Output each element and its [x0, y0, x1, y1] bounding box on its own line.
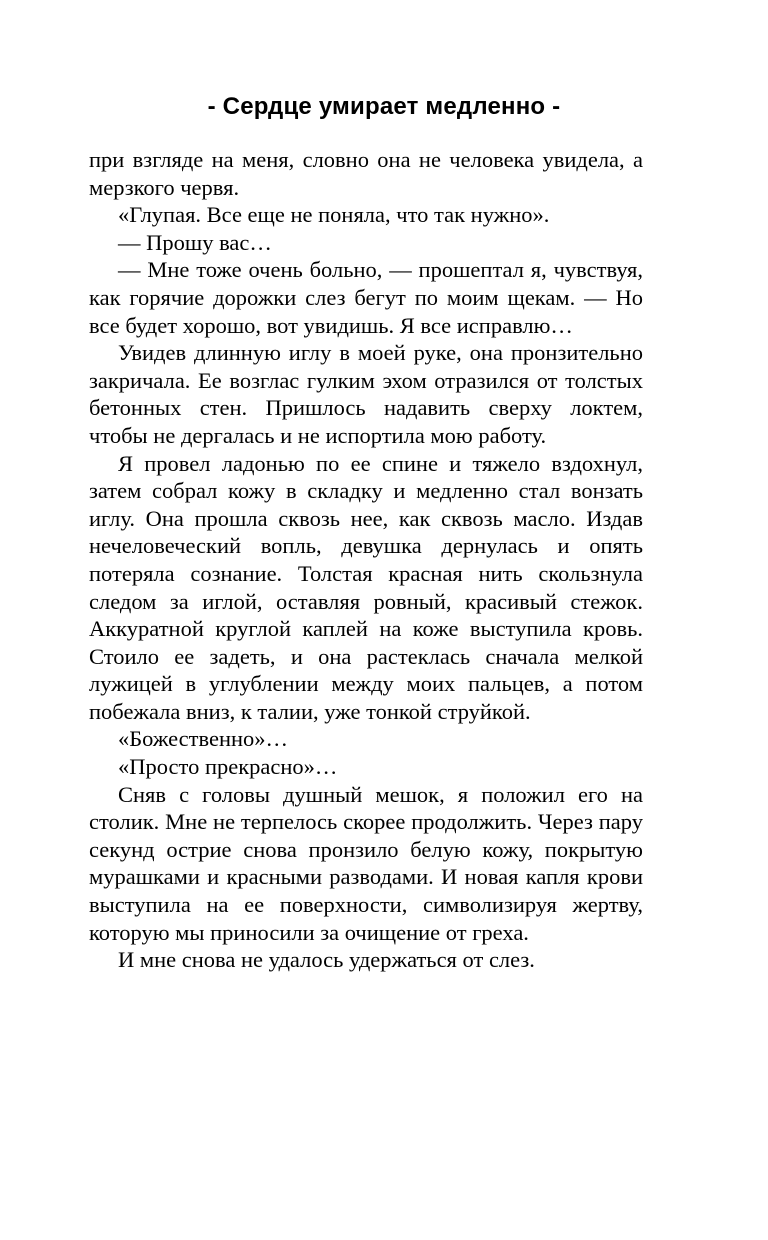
body-text: [89, 146, 643, 974]
paragraph: Сняв с головы душный мешок, я положил его на столик. Мне не терпелось скорее продолжить. Через пару секунд острие снова пронзило белую кожу, покрытую мурашками и красными разводами. И новая капля крови выступила на ее поверхности, символизируя жертву, которую мы приносили за очищение от греха.: [89, 781, 643, 945]
paragraph: — Мне тоже очень больно, — прошептал я, чувствуя, как горячие дорожки слез бегут по моим щекам. — Но все будет хорошо, вот увидишь. Я все исправлю…: [89, 257, 643, 338]
running-header: - Сердце умирает медленно -: [207, 93, 561, 120]
paragraph: «Божественно»…: [118, 726, 289, 752]
paragraph: Я провел ладонью по ее спине и тяжело вздохнул, затем собрал кожу в складку и медленно стал вонзать иглу. Она прошла сквозь нее, как сквозь масло. Издав нечеловеческий вопль, девушка дернулась и опять потеряла сознание. Толстая красная нить скользнула следом за иглой, оставляя ровный, красивый стежок. Аккуратной круглой каплей на коже выступила кровь. Стоило ее задеть, и она растеклась сначала мелкой лужицей в углублении между моих пальцев, а потом побежала вниз, к талии, уже тонкой струйкой.: [89, 450, 643, 724]
paragraph: «Просто прекрасно»…: [118, 754, 338, 780]
paragraph: Увидев длинную иглу в моей руке, она пронзительно закричала. Ее возглас гулким эхом отразился от толстых бетонных стен. Пришлось надавить сверху локтем, чтобы не дергалась и не испортила мою работу.: [89, 340, 643, 448]
paragraph: при взгляде на меня, словно она не человека увидела, а мерзкого червя.: [89, 147, 643, 200]
paragraph: И мне снова не удалось удержаться от слез.: [118, 947, 535, 973]
paragraph: «Глупая. Все еще не поняла, что так нужно».: [118, 202, 550, 228]
paragraph: — Прошу вас…: [118, 229, 272, 255]
